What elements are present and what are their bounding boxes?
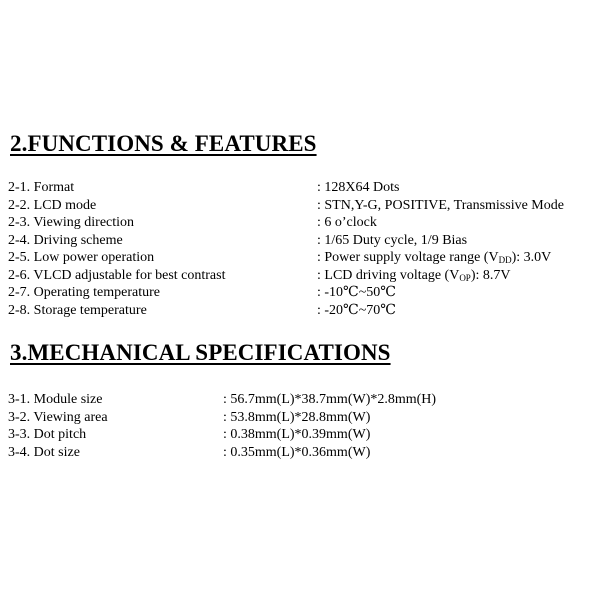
section-title-mechanical: 3.MECHANICAL SPECIFICATIONS	[10, 340, 391, 365]
spec-label: 2-4. Driving scheme	[8, 232, 123, 248]
spec-label: 3-3. Dot pitch	[8, 427, 87, 442]
spec-row	[8, 197, 564, 215]
spec-row	[8, 444, 436, 462]
spec-label: 2-5. Low power operation	[8, 250, 155, 265]
spec-row	[8, 232, 564, 250]
spec-value-subscript: DD	[498, 255, 512, 265]
spec-row	[8, 391, 436, 409]
spec-row	[8, 214, 564, 232]
spec-value: : 1/65 Duty cycle, 1/9 Bias	[317, 232, 468, 248]
spec-label: 2-3. Viewing direction	[8, 215, 135, 230]
functions-spec-table	[8, 179, 564, 319]
mechanical-spec-table	[8, 391, 436, 461]
spec-value	[317, 267, 564, 285]
spec-label: 2-1. Format	[8, 180, 75, 195]
spec-row	[8, 179, 564, 197]
spec-label: 3-2. Viewing area	[8, 409, 108, 425]
section-title-functions: 2.FUNCTIONS & FEATURES	[10, 131, 317, 156]
spec-label: 2-8. Storage temperature	[8, 302, 147, 318]
spec-value: : -10℃~50℃	[317, 285, 396, 300]
spec-row	[8, 409, 436, 427]
spec-value: : 6 o’clock	[317, 215, 377, 230]
spec-label: 2-6. VLCD adjustable for best contrast	[8, 267, 226, 283]
spec-value-text: : Power supply voltage range (V	[317, 250, 499, 265]
spec-row	[8, 267, 564, 285]
spec-label: 2-7. Operating temperature	[8, 285, 160, 300]
spec-value: : 0.35mm(L)*0.36mm(W)	[223, 444, 371, 460]
spec-value-text: ): 8.7V	[470, 267, 511, 283]
spec-value: : 53.8mm(L)*28.8mm(W)	[223, 409, 371, 425]
spec-label: 3-4. Dot size	[8, 444, 80, 460]
spec-value-subscript: OP	[459, 272, 471, 283]
spec-row	[8, 426, 436, 444]
spec-label: 2-2. LCD mode	[8, 197, 97, 213]
spec-label: 3-1. Module size	[8, 392, 103, 407]
spec-value: : -20℃~70℃	[317, 302, 396, 318]
spec-value	[317, 249, 564, 267]
spec-value-text: : LCD driving voltage (V	[317, 267, 460, 283]
spec-row	[8, 302, 564, 320]
spec-value: : 0.38mm(L)*0.39mm(W)	[223, 427, 371, 442]
spec-value-text: ): 3.0V	[511, 250, 552, 265]
spec-value: : STN,Y-G, POSITIVE, Transmissive Mode	[317, 197, 564, 213]
spec-row	[8, 284, 564, 302]
spec-row	[8, 249, 564, 267]
spec-value: : 56.7mm(L)*38.7mm(W)*2.8mm(H)	[223, 392, 437, 407]
spec-value: : 128X64 Dots	[317, 180, 400, 195]
